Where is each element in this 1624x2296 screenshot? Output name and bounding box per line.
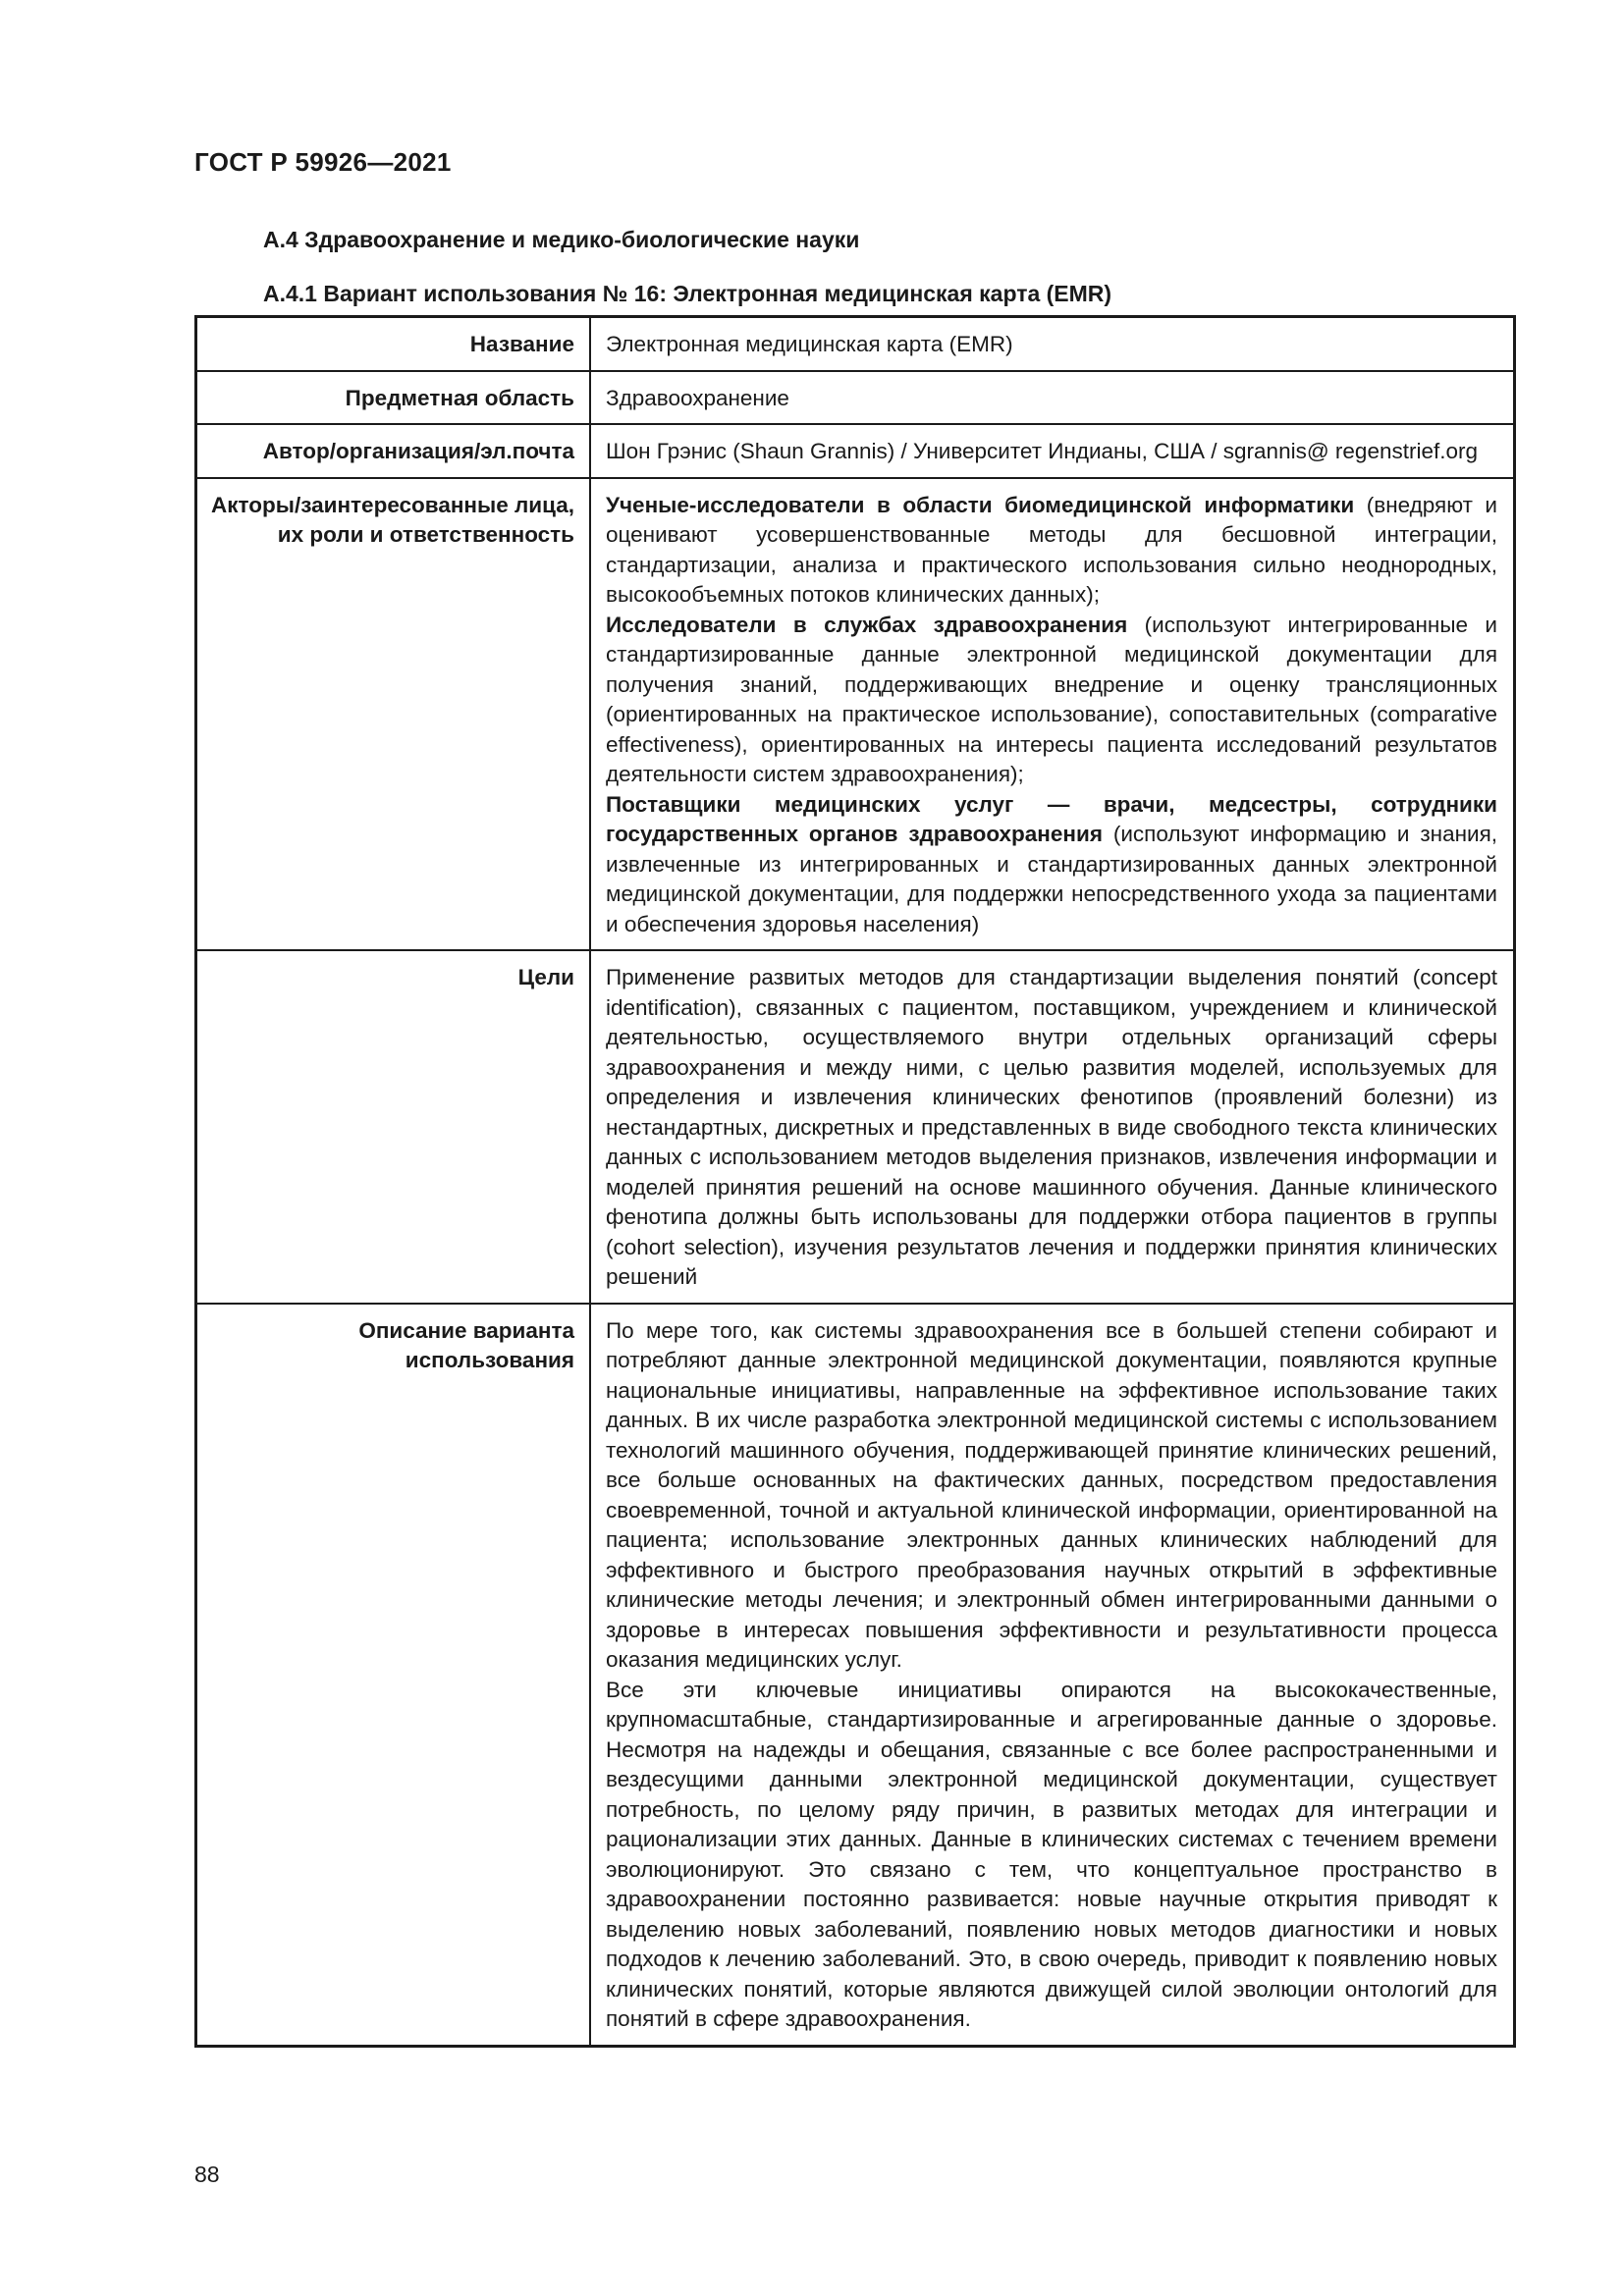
table-row-description: [196, 1304, 1515, 2047]
row-label: Название: [196, 317, 591, 371]
section-title: А.4 Здравоохранение и медико-биологические науки: [263, 227, 860, 252]
row-label: Предметная область: [196, 371, 591, 425]
description-paragraph: По мере того, как системы здравоохранения все в большей степени собирают и потребляют данные электронной медицинской документации, появляются крупные национальные инициативы, направленные на эффективное использование таких данных. В их числе разработка электронной медицинской системы с использованием технологий машинного обучения, поддерживающей принятие клинических решений, все больше основанных на фактических данных, посредством предоставления своевременной, точной и актуальной клинической информации, ориентированной на пациента; использование электронных данных клинических наблюдений для эффективного и быстрого преобразования научных открытий в эффективные клинические методы лечения; и электронный обмен интегрированными данными о здоровье в интересах повышения эффективности и результативности процесса оказания медицинских услуг.: [606, 1317, 1497, 1672]
actor-role: Ученые-исследователи в области биомедицинской информатики: [606, 492, 1355, 517]
actor-description: (используют интегрированные и стандартизированные данные электронной медицинской документации для получения знаний, поддерживающих внедрение и оценку трансляционных (ориентированных на практическое использование), сопоставительных (comparative effectiveness), ориентированных на интересы пациента исследований результатов деятельности систем здравоохранения);: [606, 612, 1497, 786]
row-label: Акторы/заинтересованные лица, их роли и ответственность: [196, 478, 591, 951]
actor-entry: [606, 790, 1497, 940]
use-case-table: [194, 315, 1516, 2048]
actor-description: (используют информацию и знания, извлеченные из интегрированных и стандартизированных данных электронной медицинской документации, для поддержки непосредственного ухода за пациентами и обеспечения здоровья населения): [606, 822, 1498, 936]
subsection-title: А.4.1 Вариант использования № 16: Электронная медицинская карта (EMR): [263, 281, 1112, 306]
table-row-domain: [196, 371, 1515, 425]
actor-entry: [606, 611, 1497, 790]
row-value: [590, 1304, 1515, 2047]
table-row-author: [196, 424, 1515, 478]
row-value: [590, 478, 1515, 951]
row-label: Автор/организация/эл.почта: [196, 424, 591, 478]
actor-entry: [606, 491, 1497, 611]
page-number: 88: [194, 2162, 220, 2187]
document-code-header: ГОСТ Р 59926—2021: [194, 147, 452, 177]
row-value: Шон Грэнис (Shaun Grannis) / Университет Индианы, США / sgrannis@ regenstrief.org: [590, 424, 1515, 478]
actor-role: Исследователи в службах здравоохранения: [606, 612, 1128, 637]
row-label: Цели: [196, 950, 591, 1304]
actor-description: (внедряют и оценивают усовершенствованные методы для бесшовной интеграции, стандартизации, анализа и практического использования сильно неоднородных, высокообъемных потоков клинических данных);: [606, 492, 1497, 607]
table-row-actors: [196, 478, 1515, 951]
row-value: Здравоохранение: [590, 371, 1515, 425]
table-row-name: [196, 317, 1515, 371]
row-value: Применение развитых методов для стандартизации выделения понятий (concept identification), связанных с пациентом, поставщиком, учреждением и клинической деятельностью, осуществляемого внутри отдельных организаций сферы здравоохранения и между ними, с целью развития моделей, используемых для определения и извлечения клинических фенотипов (проявлений болезни) из нестандартных, дискретных и представленных в виде свободного текста клинических данных с использованием методов выделения признаков, извлечения информации и моделей принятия решений на основе машинного обучения. Данные клинического фенотипа должны быть использованы для поддержки отбора пациентов в группы (cohort selection), изучения результатов лечения и поддержки принятия клинических решений: [590, 950, 1515, 1304]
description-paragraph: Все эти ключевые инициативы опираются на высококачественные, крупномасштабные, стандартизированные и агрегированные данные о здоровье. Несмотря на надежды и обещания, связанные с все более распространенными и вездесущими данными электронной медицинской документации, существует потребность, по целому ряду причин, в развитых методах для интеграции и рационализации этих данных. Данные в клинических системах с течением времени эволюционируют. Это связано с тем, что концептуальное пространство в здравоохранении постоянно развивается: новые научные открытия приводят к выделению новых заболеваний, появлению новых методов диагностики и новых подходов к лечению заболеваний. Это, в свою очередь, приводит к появлению новых клинических понятий, которые являются движущей силой эволюции онтологий для понятий в сфере здравоохранения.: [606, 1677, 1497, 2031]
actor-role: Поставщики медицинских услуг — врачи, медсестры, сотрудники государственных органов здравоохранения: [606, 791, 1497, 846]
row-value: Электронная медицинская карта (EMR): [590, 317, 1515, 371]
row-label: Описание варианта использования: [196, 1304, 591, 2047]
table-row-goals: [196, 950, 1515, 1304]
